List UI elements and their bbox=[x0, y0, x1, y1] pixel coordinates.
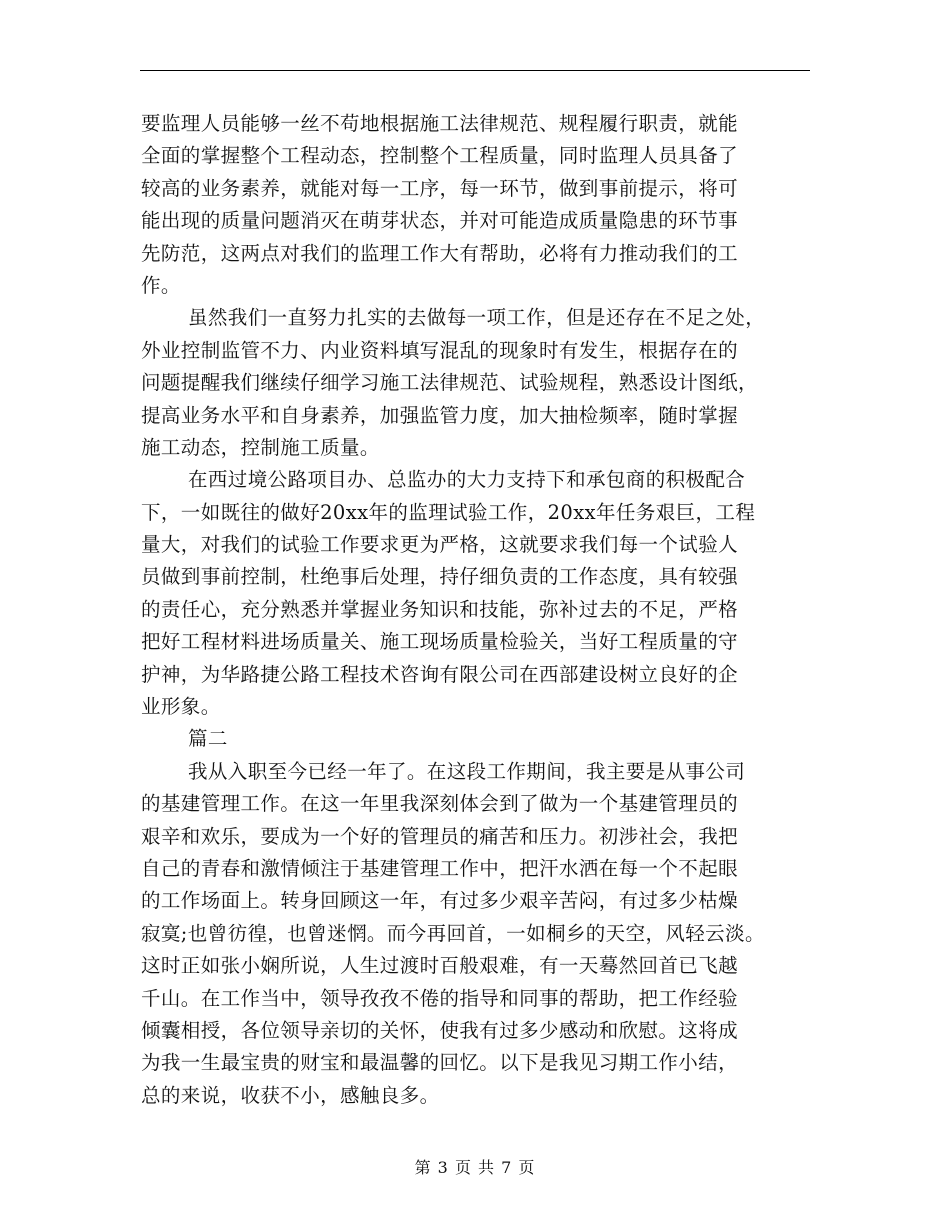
text-line: 在西过境公路项目办、总监办的大力支持下和承包商的积极配合 bbox=[188, 468, 746, 492]
text-line: 的基建管理工作。在这一年里我深刻体会到了做为一个基建管理员的 bbox=[141, 792, 739, 816]
text-line: 提高业务水平和自身素养，加强监管力度，加大抽检频率，随时掌握 bbox=[141, 403, 739, 427]
text-line: 把好工程材料进场质量关、施工现场质量检验关，当好工程质量的守 bbox=[141, 630, 739, 654]
text-line: 虽然我们一直努力扎实的去做每一项工作，但是还存在不足之处， bbox=[188, 306, 766, 330]
text-line: 要监理人员能够一丝不苟地根据施工法律规范、规程履行职责，就能 bbox=[141, 112, 739, 135]
text-line: 总的来说，收获不小，感触良多。 bbox=[141, 1083, 440, 1107]
text-line: 员做到事前控制，杜绝事后处理，持仔细负责的工作态度，具有较强 bbox=[141, 565, 739, 589]
text-line: 全面的掌握整个工程动态，控制整个工程质量，同时监理人员具备了 bbox=[141, 144, 739, 168]
text-line: 的责任心，充分熟悉并掌握业务知识和技能，弥补过去的不足，严格 bbox=[141, 597, 739, 621]
text-line: 我从入职至今已经一年了。在这段工作期间，我主要是从事公司 bbox=[188, 759, 746, 783]
text-line: 先防范，这两点对我们的监理工作大有帮助，必将有力推动我们的工 bbox=[141, 241, 739, 265]
text-line: 艰辛和欢乐，要成为一个好的管理员的痛苦和压力。初涉社会，我把 bbox=[141, 824, 739, 848]
text-line: 自己的青春和激情倾注于基建管理工作中，把汗水洒在每一个不起眼 bbox=[141, 856, 739, 880]
text-line: 护神，为华路捷公路工程技术咨询有限公司在西部建设树立良好的企 bbox=[141, 662, 739, 686]
text-line: 外业控制监管不力、内业资料填写混乱的现象时有发生，根据存在的 bbox=[141, 338, 739, 362]
document-body bbox=[141, 108, 841, 1112]
text-line: 寂寞;也曾彷徨，也曾迷惘。而今再回首，一如桐乡的天空，风轻云淡。 bbox=[141, 921, 765, 945]
text-line: 篇二 bbox=[188, 727, 228, 751]
text-line: 倾囊相授，各位领导亲切的关怀，使我有过多少感动和欣慰。这将成 bbox=[141, 1018, 739, 1042]
text-line: 较高的业务素养，就能对每一工序，每一环节，做到事前提示，将可 bbox=[141, 176, 739, 200]
text-line: 这时正如张小娴所说，人生过渡时百般艰难，有一天蓦然回首已飞越 bbox=[141, 954, 739, 978]
text-line: 为我一生最宝贵的财宝和最温馨的回忆。以下是我见习期工作小结， bbox=[141, 1051, 739, 1075]
text-line: 下，一如既往的做好20xx年的监理试验工作，20xx年任务艰巨，工程 bbox=[141, 500, 756, 524]
text-line: 千山。在工作当中，领导孜孜不倦的指导和同事的帮助，把工作经验 bbox=[141, 986, 739, 1010]
page-number: 第 3 页 共 7 页 bbox=[414, 1158, 536, 1177]
text-line: 施工动态，控制施工质量。 bbox=[141, 435, 380, 459]
text-line: 问题提醒我们继续仔细学习施工法律规范、试验规程，熟悉设计图纸， bbox=[141, 371, 758, 395]
text-line: 能出现的质量问题消灭在萌芽状态，并对可能造成质量隐患的环节事 bbox=[141, 209, 739, 233]
text-line: 量大，对我们的试验工作要求更为严格，这就要求我们每一个试验人 bbox=[141, 533, 739, 557]
text-line: 作。 bbox=[141, 273, 181, 297]
text-line: 的工作场面上。转身回顾这一年，有过多少艰辛苦闷，有过多少枯燥 bbox=[141, 889, 739, 913]
text-line: 业形象。 bbox=[141, 695, 221, 719]
header-rule bbox=[140, 70, 810, 71]
